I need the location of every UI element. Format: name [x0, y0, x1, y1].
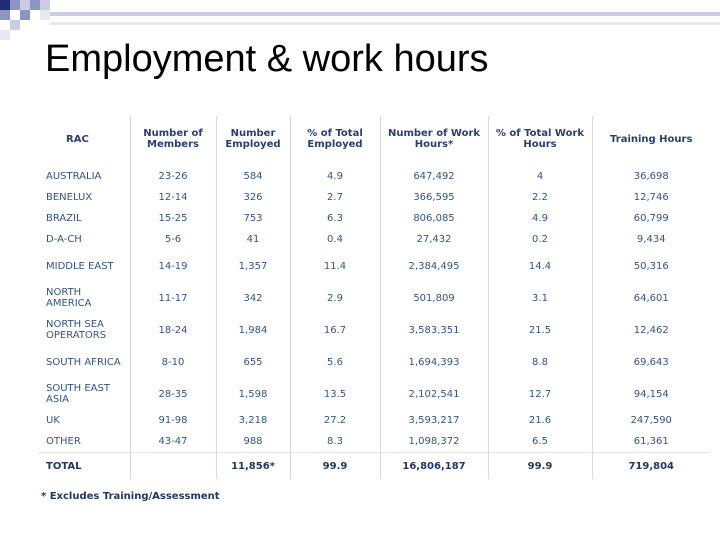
cell-rac	[38, 282, 130, 314]
corner-decoration	[0, 0, 720, 40]
cell-pct-employed: 99.9	[290, 453, 380, 480]
cell-employed: 584	[216, 162, 290, 187]
cell-employed: 988	[216, 431, 290, 453]
cell-members: 91-98	[130, 410, 216, 431]
total-row	[38, 453, 710, 480]
cell-work-hours: 3,583,351	[380, 314, 488, 346]
decor-square	[20, 0, 30, 10]
cell-members: 23-26	[130, 162, 216, 187]
rac-label: TOTAL	[46, 460, 82, 472]
cell-rac	[38, 431, 130, 453]
employment-table	[38, 116, 710, 479]
cell-pct-work-hours: 8.8	[488, 346, 592, 378]
cell-rac	[38, 346, 130, 378]
decor-square	[10, 0, 20, 10]
rac-label: BENELUX	[46, 192, 93, 203]
decor-square	[40, 10, 50, 20]
rac-label: MIDDLE EAST	[46, 260, 114, 272]
cell-pct-work-hours: 12.7	[488, 378, 592, 410]
header-employed: Number Employed	[216, 116, 290, 162]
cell-members: 5-6	[130, 229, 216, 250]
table-row	[38, 229, 710, 250]
table-row	[38, 346, 710, 378]
header-members: Number of Members	[130, 116, 216, 162]
cell-training-hours: 64,601	[592, 282, 710, 314]
cell-pct-employed: 4.9	[290, 162, 380, 187]
cell-pct-employed: 0.4	[290, 229, 380, 250]
header-training-hours: Training Hours	[592, 116, 710, 162]
table-row	[38, 208, 710, 229]
cell-employed: 655	[216, 346, 290, 378]
cell-rac	[38, 453, 130, 480]
cell-pct-work-hours: 4.9	[488, 208, 592, 229]
cell-work-hours: 806,085	[380, 208, 488, 229]
cell-pct-work-hours: 3.1	[488, 282, 592, 314]
table-row	[38, 187, 710, 208]
employment-table-image	[38, 116, 710, 512]
cell-members: 43-47	[130, 431, 216, 453]
cell-pct-work-hours: 99.9	[488, 453, 592, 480]
header-rac: RAC	[66, 133, 89, 145]
cell-work-hours: 16,806,187	[380, 453, 488, 480]
cell-rac	[38, 410, 130, 431]
cell-pct-work-hours: 21.6	[488, 410, 592, 431]
cell-rac	[38, 229, 130, 250]
cell-pct-work-hours: 4	[488, 162, 592, 187]
cell-work-hours: 647,492	[380, 162, 488, 187]
header-pct-employed: % of Total Employed	[290, 116, 380, 162]
table-row	[38, 314, 710, 346]
cell-members: 15-25	[130, 208, 216, 229]
cell-pct-employed: 27.2	[290, 410, 380, 431]
cell-pct-employed: 6.3	[290, 208, 380, 229]
header-work-hours: Number of Work Hours*	[380, 116, 488, 162]
cell-work-hours: 27,432	[380, 229, 488, 250]
cell-pct-work-hours: 21.5	[488, 314, 592, 346]
cell-training-hours: 36,698	[592, 162, 710, 187]
decor-square	[10, 20, 20, 30]
cell-employed: 41	[216, 229, 290, 250]
decor-square	[20, 10, 30, 20]
cell-work-hours: 1,098,372	[380, 431, 488, 453]
cell-rac	[38, 314, 130, 346]
cell-work-hours: 3,593,217	[380, 410, 488, 431]
cell-training-hours: 69,643	[592, 346, 710, 378]
cell-pct-work-hours: 14.4	[488, 250, 592, 282]
table-row	[38, 410, 710, 431]
cell-rac	[38, 187, 130, 208]
rac-label: SOUTH AFRICA	[46, 356, 121, 368]
table-row	[38, 162, 710, 187]
top-rule	[50, 12, 720, 16]
rac-label: NORTH AMERICA	[46, 287, 92, 309]
cell-employed: 3,218	[216, 410, 290, 431]
cell-employed: 326	[216, 187, 290, 208]
decor-square	[40, 0, 50, 10]
rac-label: NORTH SEA OPERATORS	[46, 319, 107, 341]
cell-members: 14-19	[130, 250, 216, 282]
header-pct-work-hours: % of Total Work Hours	[488, 116, 592, 162]
cell-work-hours: 2,384,495	[380, 250, 488, 282]
cell-employed: 342	[216, 282, 290, 314]
decor-square	[0, 0, 10, 10]
rac-label: SOUTH EAST ASIA	[46, 383, 110, 405]
rac-label: UK	[46, 415, 60, 426]
cell-members: 28-35	[130, 378, 216, 410]
cell-training-hours: 12,462	[592, 314, 710, 346]
cell-employed: 1,984	[216, 314, 290, 346]
cell-pct-employed: 5.6	[290, 346, 380, 378]
header-row	[38, 116, 710, 162]
cell-training-hours: 61,361	[592, 431, 710, 453]
cell-members	[130, 453, 216, 480]
cell-training-hours: 12,746	[592, 187, 710, 208]
rac-label: OTHER	[46, 436, 81, 447]
rac-label: BRAZIL	[46, 213, 82, 224]
decor-square	[30, 0, 40, 10]
top-rule-accent	[50, 22, 720, 25]
cell-rac	[38, 162, 130, 187]
cell-members: 11-17	[130, 282, 216, 314]
table-row	[38, 250, 710, 282]
cell-employed: 753	[216, 208, 290, 229]
cell-training-hours: 94,154	[592, 378, 710, 410]
cell-pct-work-hours: 2.2	[488, 187, 592, 208]
cell-pct-employed: 13.5	[290, 378, 380, 410]
table-row	[38, 282, 710, 314]
rac-label: D-A-CH	[46, 234, 82, 245]
cell-members: 12-14	[130, 187, 216, 208]
cell-pct-employed: 16.7	[290, 314, 380, 346]
decor-square	[0, 10, 10, 20]
cell-rac	[38, 250, 130, 282]
cell-pct-employed: 11.4	[290, 250, 380, 282]
cell-pct-work-hours: 0.2	[488, 229, 592, 250]
table-row	[38, 431, 710, 453]
cell-employed: 1,357	[216, 250, 290, 282]
cell-members: 18-24	[130, 314, 216, 346]
cell-employed: 1,598	[216, 378, 290, 410]
rac-label: AUSTRALIA	[46, 171, 102, 182]
cell-work-hours: 501,809	[380, 282, 488, 314]
cell-training-hours: 247,590	[592, 410, 710, 431]
table-footnote: * Excludes Training/Assessment	[41, 491, 220, 502]
cell-training-hours: 50,316	[592, 250, 710, 282]
cell-training-hours: 9,434	[592, 229, 710, 250]
slide-title: Employment & work hours	[45, 38, 489, 80]
table-row	[38, 378, 710, 410]
cell-employed: 11,856*	[216, 453, 290, 480]
cell-pct-work-hours: 6.5	[488, 431, 592, 453]
cell-pct-employed: 8.3	[290, 431, 380, 453]
cell-training-hours: 719,804	[592, 453, 710, 480]
cell-training-hours: 60,799	[592, 208, 710, 229]
decor-square	[0, 30, 10, 40]
cell-work-hours: 2,102,541	[380, 378, 488, 410]
cell-pct-employed: 2.9	[290, 282, 380, 314]
cell-members: 8-10	[130, 346, 216, 378]
cell-pct-employed: 2.7	[290, 187, 380, 208]
cell-rac	[38, 208, 130, 229]
cell-work-hours: 1,694,393	[380, 346, 488, 378]
cell-rac	[38, 378, 130, 410]
cell-work-hours: 366,595	[380, 187, 488, 208]
